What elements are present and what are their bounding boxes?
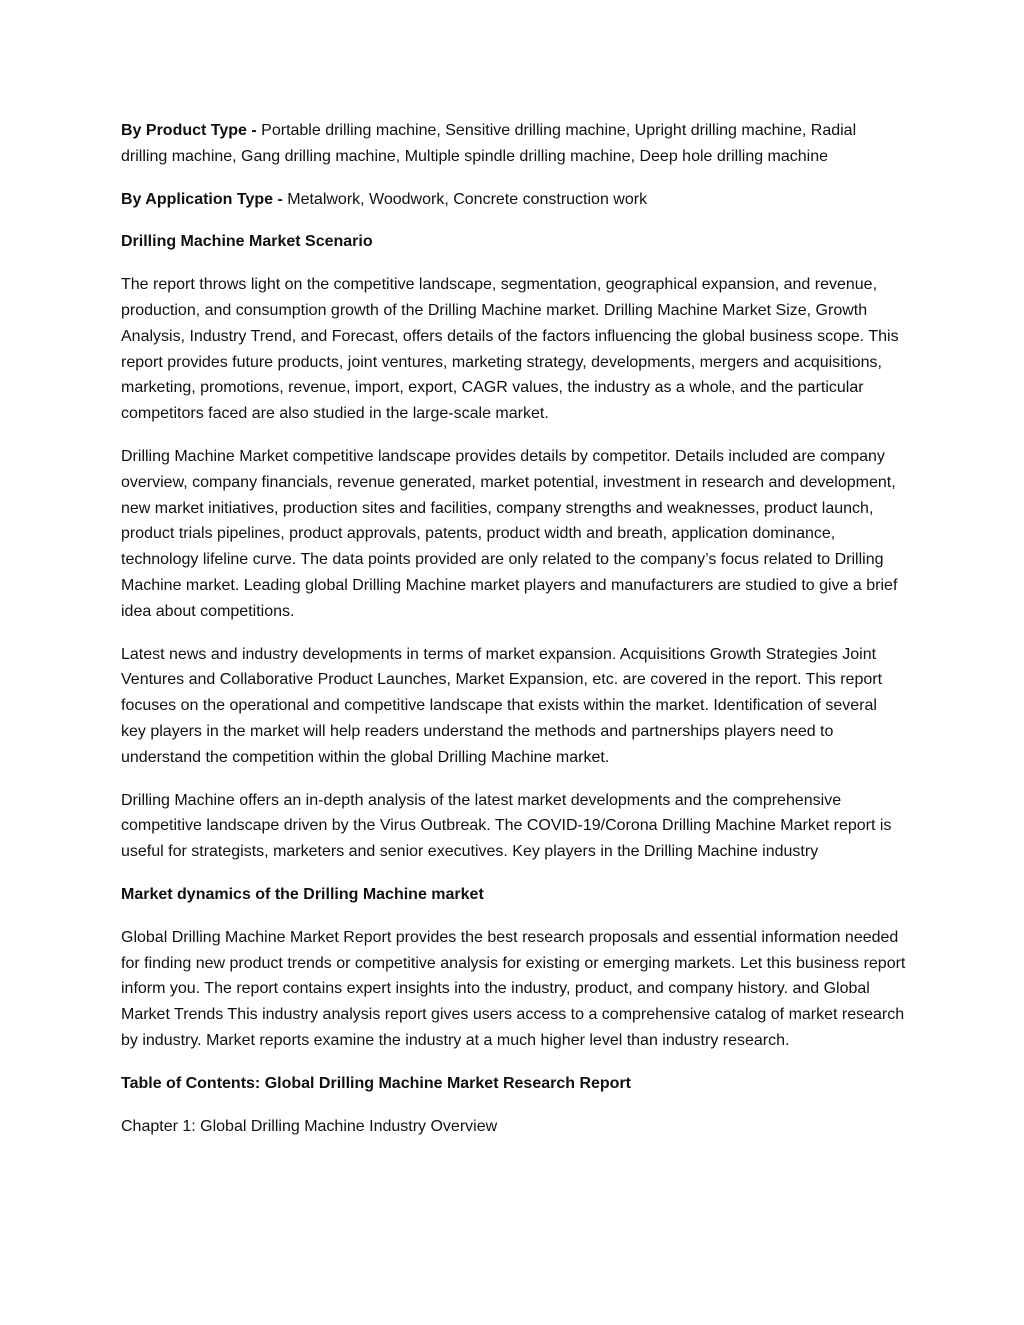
dynamics-heading: Market dynamics of the Drilling Machine market [121,885,484,903]
product-type-text: Portable drilling machine, Sensitive drilling machine, Upright drilling machine, Radial drilling machine, Gang drilling machine, Multiple spindle drilling machine, Deep hole drilling machine [121,122,857,165]
product-type-label: By Product Type - [121,122,257,139]
body-paragraph: Latest news and industry developments in terms of market expansion. Acquisitions Growth Strategies Joint Ventures and Collaborative Product Launches, Market Expansion, etc. are covered in the report. This report focuses on the operational and competitive landscape that exists within the market. Identification of several key players in the market will help readers understand the methods and partnerships players need to understand the competition within the global Drilling Machine market. [121,645,883,766]
dynamics-paragraph: Global Drilling Machine Market Report provides the best research proposals and essential information needed for finding new product trends or competitive analysis for existing or emerging markets. Let this business report inform you. The report contains expert insights into the industry, product, and company history. and Global Market Trends This industry analysis report gives users access to a comprehensive catalog of market research by industry. Market reports examine the industry at a much higher level than industry research. [121,928,906,1049]
scenario-heading: Drilling Machine Market Scenario [121,233,373,251]
application-type-paragraph [121,187,906,213]
toc-item: Chapter 1: Global Drilling Machine Industry Overview [121,1117,498,1135]
application-type-label: By Application Type - [121,190,283,208]
body-paragraph: Drilling Machine offers an in-depth analysis of the latest market developments and the comprehensive competitive landscape driven by the Virus Outbreak. The COVID-19/Corona Drilling Machine Market report is useful for strategists, marketers and senior executives. Key players in the Drilling Machine industry [121,791,892,861]
application-type-text: Metalwork, Woodwork, Concrete construction work [282,190,648,208]
toc-heading: Table of Contents: Global Drilling Machine Market Research Report [121,1074,632,1092]
document-page [121,118,906,1156]
product-type-paragraph [121,118,906,170]
body-paragraph: The report throws light on the competitive landscape, segmentation, geographical expansion, and revenue, production, and consumption growth of the Drilling Machine market. Drilling Machine Market Size, Growth Analysis, Industry Trend, and Forecast, offers details of the factors influencing the global business scope. This report provides future products, joint ventures, marketing strategy, developments, mergers and acquisitions, marketing, promotions, revenue, import, export, CAGR values, the industry as a whole, and the particular competitors faced are also studied in the large-scale market. [121,276,899,423]
body-paragraph: Drilling Machine Market competitive landscape provides details by competitor. Details included are company overview, company financials, revenue generated, market potential, investment in research and development, new market initiatives, production sites and facilities, company strengths and weaknesses, product launch, product trials pipelines, product approvals, patents, product width and breath, application dominance, technology lifeline curve. The data points provided are only related to the company’s focus related to Drilling Machine market. Leading global Drilling Machine market players and manufacturers are studied to give a brief idea about competitions. [121,447,898,620]
